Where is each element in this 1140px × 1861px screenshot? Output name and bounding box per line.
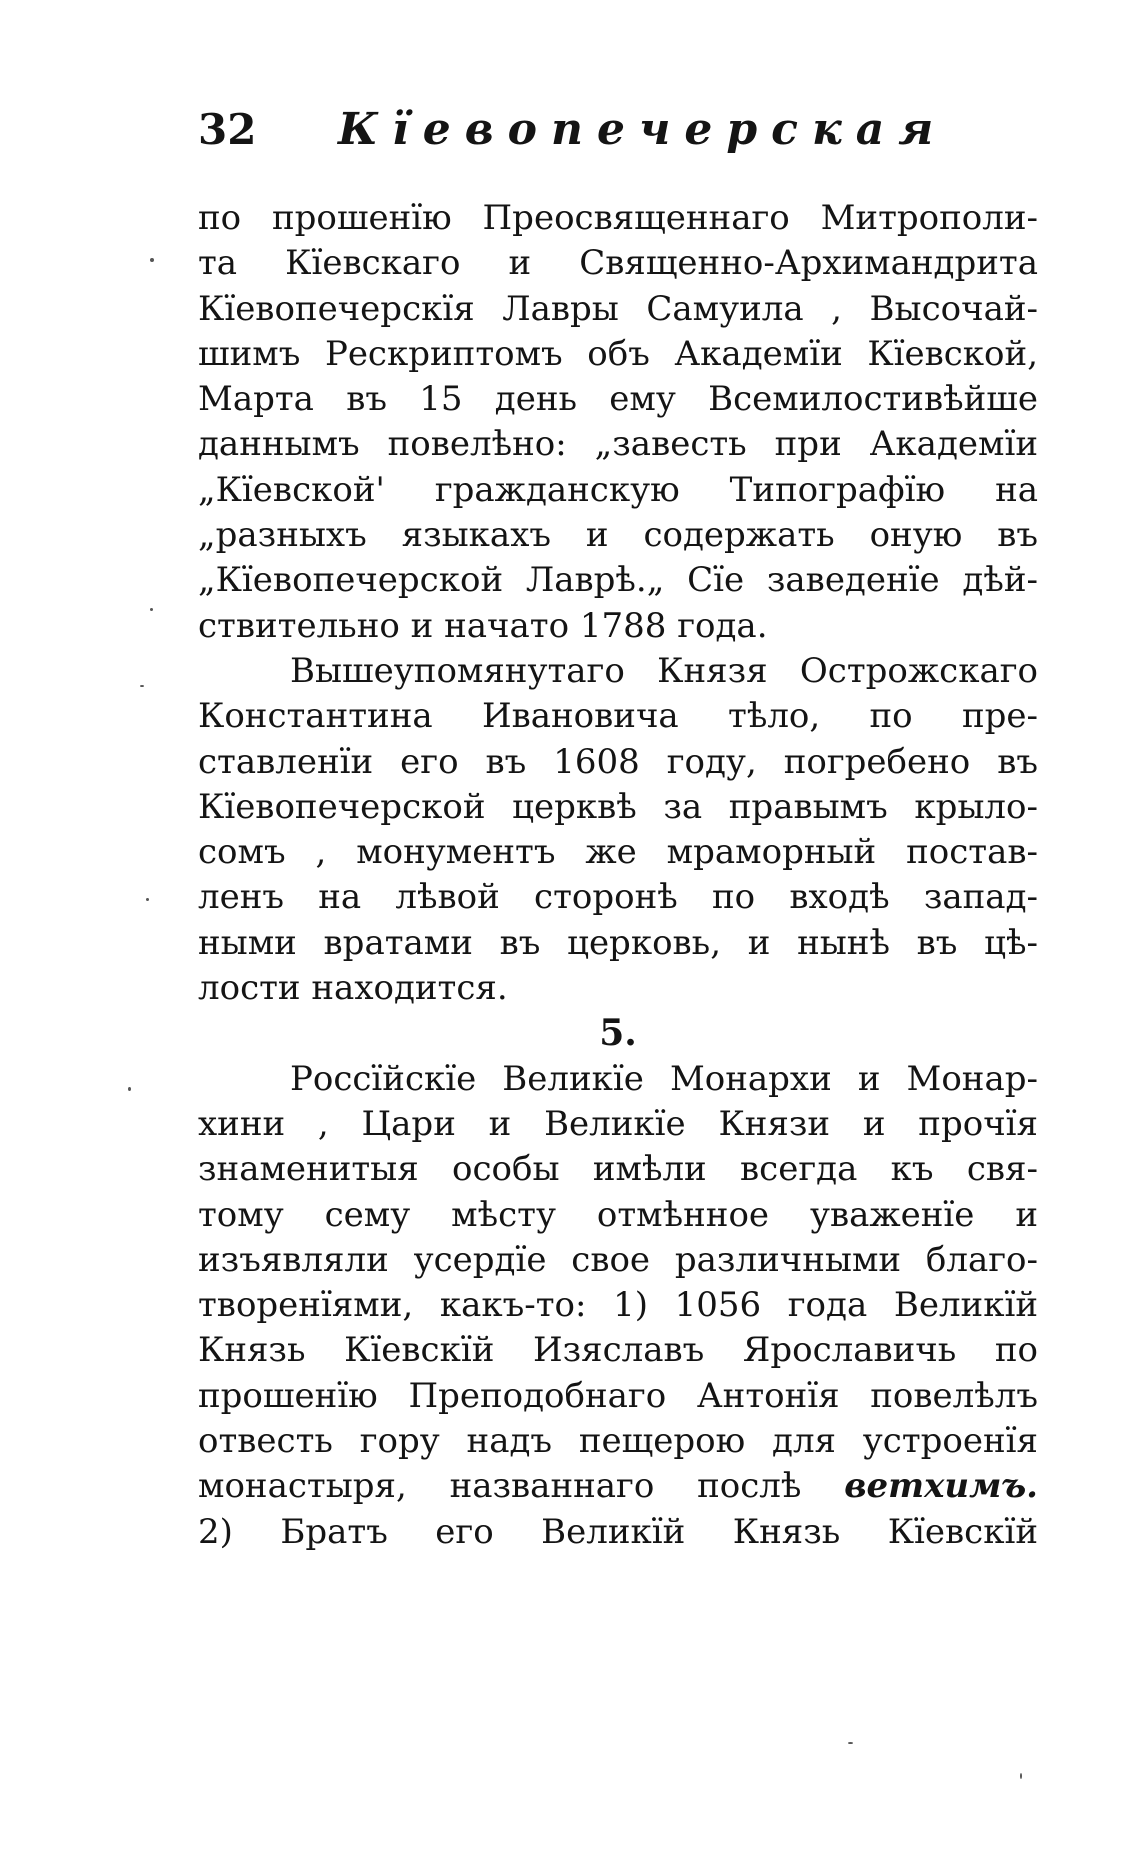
scan-speck [146,898,149,901]
text-line-with-italic [198,1464,1038,1509]
text-line: тому сему мѣсту отмѣнное уваженïе и [198,1194,1038,1235]
scan-speck [140,685,144,687]
text-line: по прошенïю Преосвященнаго Митрополи- [198,198,1038,238]
text-line: шимъ Рескриптомъ объ Академïи Кïевской, [198,333,1038,374]
body-text [198,196,1038,1555]
text-line: Кïевопечерскïя Лавры Самуила , Высочай- [198,288,1038,329]
text-line: та Кïевскаго и Священно-Архимандрита [198,243,1038,284]
text-line: Князь Кïевскïй Изяславъ Ярославичь по [198,1330,1038,1371]
text-line: знаменитыя особы имѣли всегда къ свя- [198,1149,1038,1190]
text-line: 2) Братъ его Великïй Князь Кïевскïй [198,1511,1038,1552]
text-line: „Кïевопечерской Лаврѣ.„ Сïе заведенïе дѣй- [198,560,1038,601]
section-number: 5. [599,1012,637,1055]
text-line: сомъ , монументъ же мраморный постав- [198,832,1038,873]
running-head [198,100,1038,160]
scan-speck [1020,1773,1022,1779]
text-line: даннымъ повелѣно: „завесть при Академïи [198,424,1038,465]
text-line: Россïйскïе Великïе Монархи и Монар- [290,1058,1038,1099]
italic-word: ветхимъ. [844,1466,1039,1507]
scan-speck [150,258,154,262]
scan-speck [150,608,153,611]
text-line: Кïевопечерской церквѣ за правымъ крыло- [198,786,1038,827]
text-line: отвесть гору надъ пещерою для устроенïя [198,1421,1038,1462]
text-line: ставленïи его въ 1608 году, погребено въ [198,741,1038,782]
scan-speck [848,1742,853,1744]
text-line: лости находится. [198,968,508,1009]
text-segment: монастыря, названнаго послѣ [198,1466,802,1507]
running-title: Кïевопечерская [338,104,948,155]
text-line: Марта въ 15 день ему Всемилостивѣйше [198,379,1038,420]
page-number: 32 [198,105,257,154]
text-line: прошенïю Преподобнаго Антонïя повелѣлъ [198,1375,1038,1416]
text-line: творенïями, какъ-то: 1) 1056 года Великïй [198,1285,1038,1326]
text-line: Константина Ивановича тѣло, по пре- [198,696,1038,737]
text-line: ными вратами въ церковь, и нынѣ въ цѣ- [198,922,1038,963]
text-line: ствительно и начато 1788 года. [198,605,768,646]
text-line: „Кïевской' гражданскую Типографïю на [198,469,1038,510]
scan-speck [128,1087,131,1091]
text-line: хини , Цари и Великïе Князи и прочïя [198,1103,1038,1144]
text-line: Вышеупомянутаго Князя Острожскаго [290,650,1038,691]
text-line: ленъ на лѣвой сторонѣ по входѣ запад- [198,877,1038,918]
text-line: „разныхъ языкахъ и содержать оную въ [198,515,1038,556]
text-line: изъявляли усердïе свое различными благо- [198,1239,1038,1280]
